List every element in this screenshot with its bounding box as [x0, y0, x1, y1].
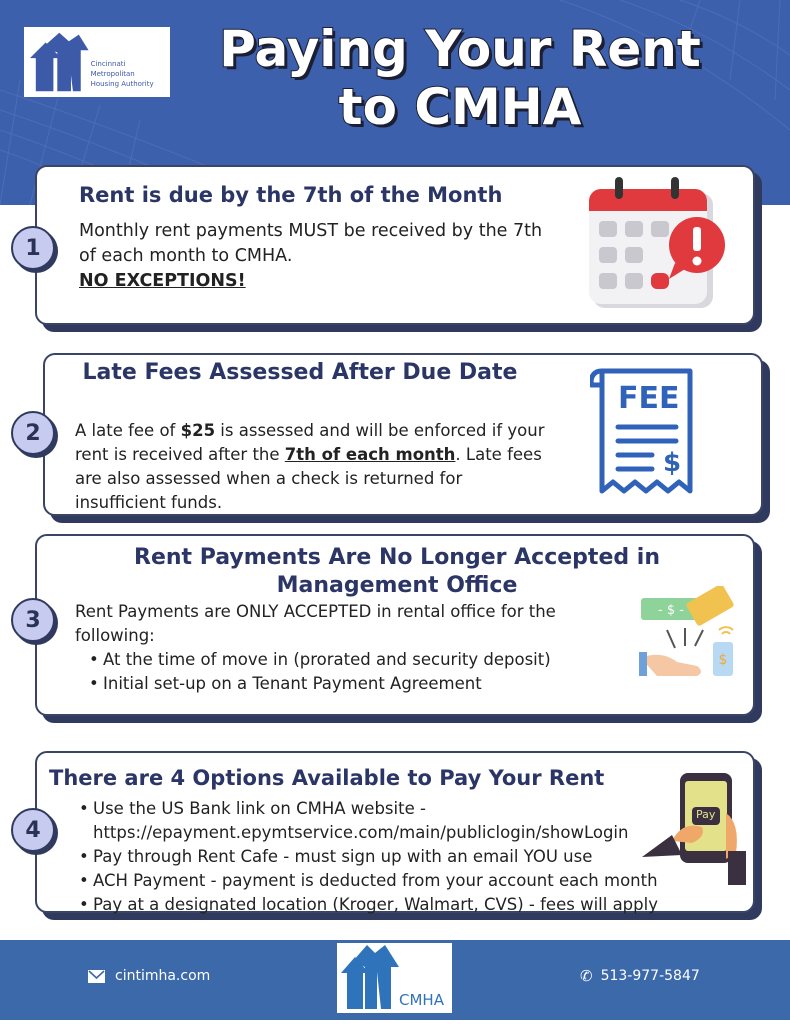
- list-item: • ACH Payment - payment is deducted from your account each month: [77, 869, 717, 893]
- section-body: [75, 600, 635, 696]
- body-text: is assessed and will be enforced if your rent is received after the: [75, 421, 545, 464]
- cmha-logo: [24, 27, 170, 97]
- fee-icon-text: FEE: [618, 381, 680, 416]
- payment-methods-icon: [637, 586, 742, 686]
- website-contact[interactable]: [88, 968, 210, 984]
- list-item: • Pay at a designated location (Kroger, Walmart, CVS) - fees will apply: [77, 893, 717, 917]
- body-text: Monthly rent payments MUST be received by the 7th of each month to CMHA.: [79, 221, 543, 266]
- step-number-badge: 3: [11, 598, 55, 642]
- logo-text: Cincinnati Metropolitan: [90, 60, 135, 78]
- section-heading: Rent is due by the 7th of the Month: [79, 183, 503, 207]
- body-text: Rent Payments are ONLY ACCEPTED in rental office for the following:: [75, 602, 556, 645]
- body-text: A late fee of: [75, 421, 181, 440]
- pay-button-text: Pay: [696, 808, 716, 821]
- calendar-alert-icon: [585, 175, 730, 315]
- fee-receipt-icon: [590, 365, 700, 497]
- step-number-badge: 2: [11, 411, 55, 455]
- list-item: • Initial set-up on a Tenant Payment Agreement: [87, 672, 635, 696]
- phone-icon: ✆: [580, 967, 593, 985]
- section-body: [75, 419, 545, 515]
- svg-text:$: $: [662, 448, 682, 478]
- email-icon: [88, 970, 105, 983]
- body-text: . Late fees are also assessed when a check is returned for insufficient funds.: [75, 445, 542, 512]
- logo-text: Housing Authority: [90, 80, 154, 88]
- phone-pay-icon: [642, 771, 752, 891]
- list-item: • Use the US Bank link on CMHA website - https://epayment.epymtservice.com/main/publiclogin/showLogin: [77, 797, 657, 845]
- footer: [0, 940, 790, 1020]
- section-heading: Rent Payments Are No Longer Accepted in Management Office: [134, 545, 660, 598]
- list-item: • At the time of move in (prorated and security deposit): [87, 648, 635, 672]
- step-number-badge: 4: [11, 808, 55, 852]
- late-fee-amount: $25: [180, 421, 216, 440]
- step-number-badge: 1: [11, 226, 55, 270]
- svg-text:$: $: [718, 652, 728, 668]
- page-title: [180, 20, 740, 136]
- section-payment-options: [35, 751, 755, 913]
- section-office-payments: [35, 534, 755, 716]
- no-exceptions-text: NO EXCEPTIONS!: [79, 271, 246, 291]
- website-link[interactable]: cintimha.com: [115, 968, 211, 984]
- title-line: Paying Your Rent: [219, 20, 701, 78]
- bullet-list: [87, 648, 635, 696]
- section-heading: There are 4 Options Available to Pay Your Rent: [49, 766, 605, 790]
- house-logo-icon: [339, 945, 401, 1011]
- phone-contact[interactable]: [580, 967, 700, 985]
- section-due-date: [35, 165, 755, 325]
- bullet-list: [77, 797, 717, 917]
- house-logo-icon: [28, 30, 89, 94]
- logo-text: CMHA: [399, 991, 444, 1009]
- section-heading: Late Fees Assessed After Due Date: [82, 360, 518, 385]
- section-body: [79, 219, 549, 294]
- list-item: • Pay through Rent Cafe - must sign up with an email YOU use: [77, 845, 717, 869]
- section-late-fees: [43, 353, 763, 516]
- svg-text:- $ -: - $ -: [658, 603, 684, 618]
- title-line: to CMHA: [338, 78, 582, 136]
- footer-logo: [337, 943, 452, 1013]
- phone-number[interactable]: 513-977-5847: [600, 968, 700, 984]
- due-date-text: 7th of each month: [284, 445, 456, 464]
